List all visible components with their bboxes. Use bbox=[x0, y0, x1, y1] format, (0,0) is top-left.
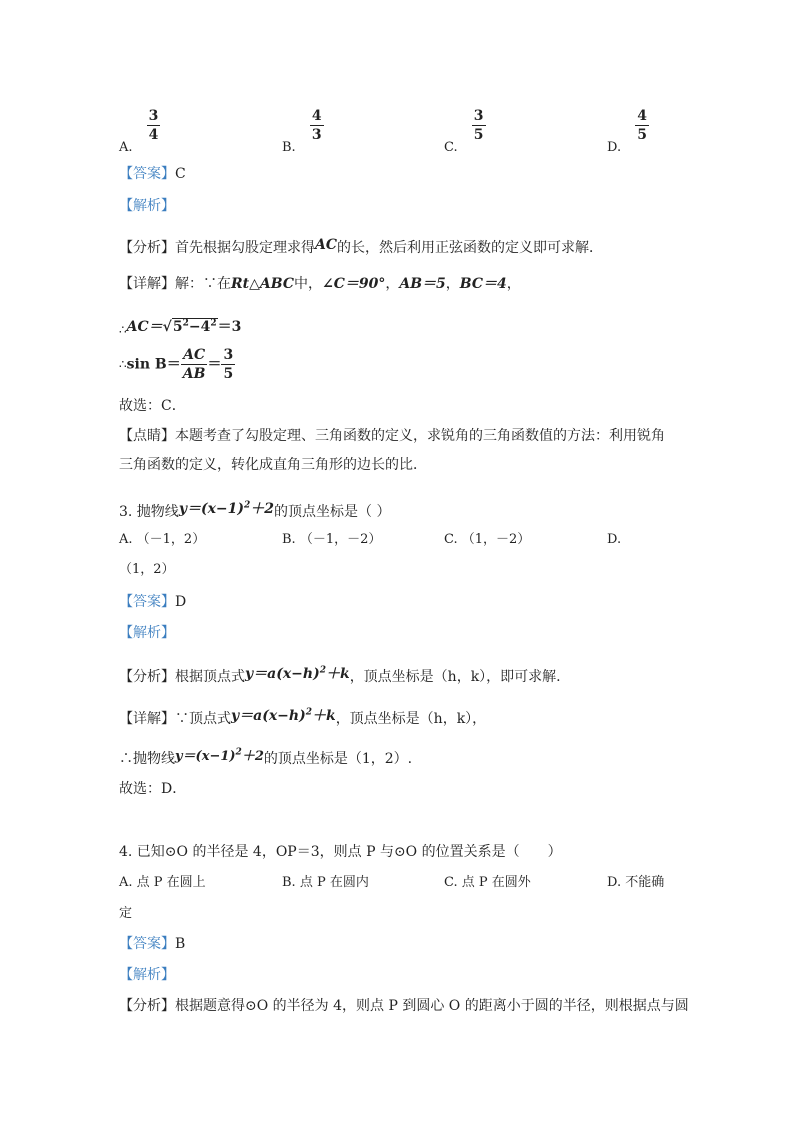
q2-dianjing-line2: 三角函数的定义，转化成直角三角形的边长的比． bbox=[119, 457, 427, 473]
answer-value: B bbox=[175, 936, 186, 952]
math-parabola bbox=[175, 749, 264, 764]
comma: ， bbox=[506, 276, 521, 292]
q2-sin-equation bbox=[119, 347, 235, 382]
denominator: 4 bbox=[148, 127, 159, 143]
q4-fenxi bbox=[119, 997, 689, 1015]
option-label: B. bbox=[282, 140, 296, 155]
fenxi-text-post: ，顶点坐标是（h，k），即可求解. bbox=[349, 669, 561, 685]
q3-choice: 故选：D． bbox=[119, 781, 187, 797]
vertex-plus: ＋k bbox=[325, 666, 350, 682]
numerator: 3 bbox=[223, 347, 234, 363]
exponent: 2 bbox=[235, 747, 242, 758]
exponent: 2 bbox=[182, 318, 189, 329]
numerator: 4 bbox=[311, 108, 322, 124]
q3-option-a: A. （－1，2） bbox=[119, 532, 206, 547]
denominator: 3 bbox=[311, 127, 322, 143]
fraction bbox=[310, 108, 324, 143]
math-parabola bbox=[179, 501, 274, 517]
q3-option-d: D. bbox=[607, 532, 622, 547]
answer-value: C bbox=[175, 166, 186, 182]
comma: ， bbox=[445, 276, 460, 292]
math-bc: BC＝4 bbox=[459, 276, 507, 292]
q4-option-b: B. 点 P 在圆内 bbox=[282, 875, 369, 890]
vertex-plus: ＋k bbox=[311, 708, 336, 724]
analysis-tag: 【解析】 bbox=[119, 967, 175, 983]
fenxi-text-post: 的长，然后利用正弦函数的定义即可求解． bbox=[337, 240, 604, 256]
fenxi-tag: 【分析】 bbox=[119, 240, 175, 256]
fraction bbox=[472, 108, 486, 143]
vertex-base: y＝a(x−h) bbox=[231, 708, 306, 724]
parabola-base: y＝(x−1) bbox=[175, 749, 236, 764]
q2-ac-equation bbox=[119, 318, 241, 339]
therefore-symbol: ∴ bbox=[119, 357, 127, 372]
q4-answer bbox=[119, 935, 185, 953]
fenxi-text: 根据顶点式 bbox=[175, 669, 245, 685]
sqrt-radicand bbox=[172, 318, 218, 335]
therefore-symbol: ∴ bbox=[119, 323, 127, 337]
q3-answer bbox=[119, 593, 186, 611]
dianjing-text: 本题考查了勾股定理、三角函数的定义，求锐角的三角函数值的方法：利用锐角 bbox=[175, 428, 665, 444]
fenxi-tag: 【分析】 bbox=[119, 998, 175, 1014]
q2-dianjing-line1 bbox=[119, 427, 665, 445]
option-label: C. bbox=[444, 140, 458, 155]
q3-option-d-wrap: （1，2） bbox=[119, 562, 175, 577]
denominator: AB bbox=[182, 366, 206, 382]
parabola-base: y＝(x−1) bbox=[178, 501, 245, 517]
equals: ＝ bbox=[207, 356, 222, 373]
q3-option-c: C. （1，－2） bbox=[444, 532, 531, 547]
math-vertex-form bbox=[245, 666, 350, 682]
q4-option-d: D. 不能确 bbox=[607, 875, 665, 890]
q3-option-b: B. （－1，－2） bbox=[282, 532, 382, 547]
parabola-plus: ＋2 bbox=[241, 749, 264, 764]
q2-option-c bbox=[444, 108, 486, 155]
xiangjie-tag: 【详解】 bbox=[119, 276, 175, 292]
radicand-4: −4 bbox=[188, 319, 211, 335]
denominator: 5 bbox=[473, 127, 484, 143]
q4-stem: 4. 已知⊙O 的半径是 4，OP＝3，则点 P 与⊙O 的位置关系是（ ） bbox=[119, 844, 562, 860]
math-vertex-form bbox=[231, 708, 336, 724]
math-ac: AC bbox=[315, 237, 338, 253]
fraction bbox=[635, 108, 649, 143]
option-label: A. bbox=[119, 140, 133, 155]
q2-answer bbox=[119, 165, 186, 183]
numerator: 4 bbox=[637, 108, 647, 124]
xiangjie-text-post: ，顶点坐标是（h，k）， bbox=[335, 711, 487, 727]
q3-stem-pre: 3. 抛物线 bbox=[119, 504, 179, 520]
q2-option-b bbox=[282, 108, 324, 155]
fenxi-text: 根据题意得⊙O 的半径为 4，则点 P 到圆心 O 的距离小于圆的半径，则根据点与圆 bbox=[175, 998, 689, 1014]
answer-tag: 【答案】 bbox=[119, 936, 175, 952]
denominator: 5 bbox=[637, 127, 647, 143]
q2-fenxi bbox=[119, 236, 603, 257]
q4-option-c: C. 点 P 在圆外 bbox=[444, 875, 531, 890]
math-triangle: Rt△ABC bbox=[231, 276, 294, 292]
exponent: 2 bbox=[210, 318, 217, 329]
xiangjie-tag: 【详解】 bbox=[119, 711, 175, 727]
radicand-5: 5 bbox=[172, 319, 183, 335]
math-ac-rhs: ＝3 bbox=[217, 319, 242, 335]
xiangjie-text: 解：∵在 bbox=[175, 276, 231, 292]
vertex-base: y＝a(x−h) bbox=[245, 666, 320, 682]
comma: ， bbox=[385, 276, 400, 292]
q4-option-a: A. 点 P 在圆上 bbox=[119, 875, 206, 890]
numerator: 3 bbox=[148, 108, 159, 124]
therefore-text-post: 的顶点坐标是（1，2）. bbox=[263, 751, 413, 767]
q2-option-a bbox=[119, 108, 160, 155]
analysis-tag: 【解析】 bbox=[119, 625, 175, 641]
denominator: 5 bbox=[223, 366, 234, 382]
fraction-3-5 bbox=[221, 347, 235, 382]
q3-stem-post: 的顶点坐标是（ ） bbox=[274, 504, 391, 520]
xiangjie-text: ∵顶点式 bbox=[175, 711, 231, 727]
q2-xiangjie bbox=[119, 275, 521, 293]
q3-stem bbox=[119, 500, 390, 521]
analysis-tag: 【解析】 bbox=[119, 198, 175, 214]
fenxi-text: 首先根据勾股定理求得 bbox=[175, 240, 315, 256]
q3-fenxi bbox=[119, 665, 561, 686]
option-label: D. bbox=[607, 140, 622, 155]
q3-xiangjie bbox=[119, 707, 486, 728]
q3-therefore bbox=[119, 748, 412, 768]
exponent: 2 bbox=[319, 665, 326, 676]
answer-value: D bbox=[175, 594, 187, 610]
therefore-text: ∴抛物线 bbox=[119, 751, 175, 767]
math-angle: ∠C＝90° bbox=[321, 276, 386, 292]
q2-choice: 故选：C． bbox=[119, 398, 186, 414]
q3-analysis-heading bbox=[119, 624, 175, 642]
math-sin-lhs: sin B＝ bbox=[126, 356, 181, 373]
numerator: 3 bbox=[473, 108, 484, 124]
exponent: 2 bbox=[244, 500, 251, 511]
exponent: 2 bbox=[305, 707, 312, 718]
numerator: AC bbox=[183, 347, 206, 363]
q2-option-d bbox=[607, 108, 649, 155]
math-ac-lhs: AC＝ bbox=[126, 319, 163, 335]
fraction-ac-ab bbox=[181, 347, 208, 382]
fraction bbox=[147, 108, 161, 143]
answer-tag: 【答案】 bbox=[119, 166, 175, 182]
xiangjie-text-mid: 中， bbox=[293, 276, 322, 292]
q4-option-d-wrap: 定 bbox=[119, 906, 133, 921]
q2-analysis-heading bbox=[119, 197, 175, 215]
fenxi-tag: 【分析】 bbox=[119, 669, 175, 685]
q4-analysis-heading bbox=[119, 966, 175, 984]
sqrt-sign: √ bbox=[162, 319, 172, 335]
math-ab: AB＝5 bbox=[399, 276, 446, 292]
dianjing-tag: 【点睛】 bbox=[119, 428, 175, 444]
parabola-plus: ＋2 bbox=[250, 501, 275, 517]
answer-tag: 【答案】 bbox=[119, 594, 175, 610]
